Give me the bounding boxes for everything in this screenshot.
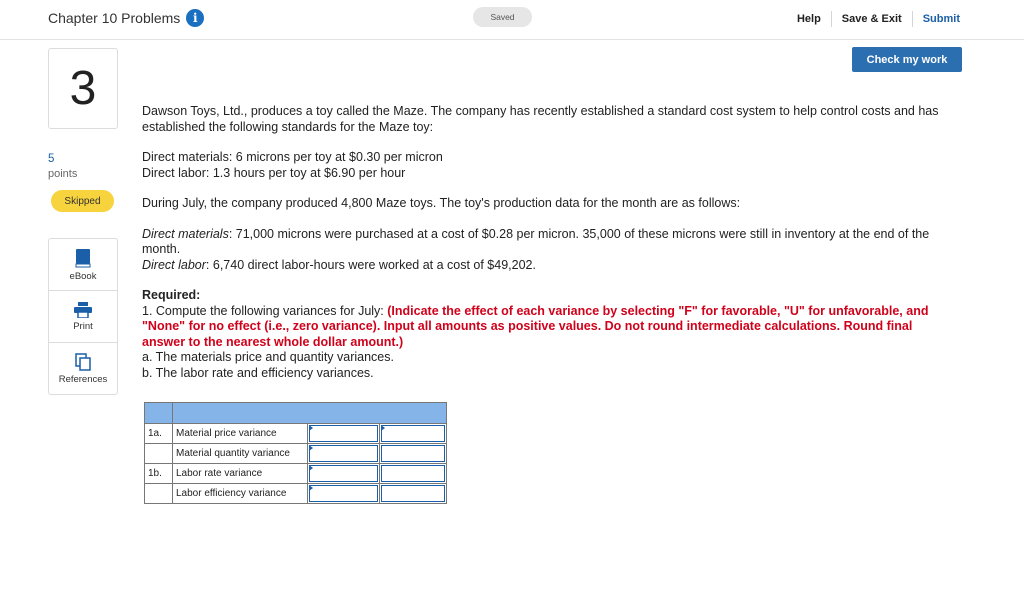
labor-efficiency-amount-input[interactable] (309, 485, 378, 502)
skipped-badge: Skipped (51, 190, 114, 212)
amount-cell (308, 444, 380, 464)
labor-rate-amount-input[interactable] (309, 465, 378, 482)
effect-cell (380, 444, 447, 464)
info-icon[interactable]: i (186, 9, 204, 27)
row-label: Material quantity variance (173, 444, 308, 464)
production-data (142, 227, 952, 274)
input-marker-icon (309, 465, 313, 471)
points-value: 5 (48, 153, 55, 165)
assignment-title (48, 9, 204, 27)
points-label: points (48, 168, 78, 180)
required-instructions: (Indicate the effect of each variance by selecting "F" for favorable, "U" for unfavorable, and "None" for no effect (i.e., zero variance). Input all amounts as positive values. Do not round intermediate calculations. Round final answer to the nearest whole dollar amount.) (142, 303, 929, 349)
input-marker-icon (309, 425, 313, 431)
question-content (142, 104, 952, 381)
production-text: During July, the company produced 4,800 Maze toys. The toy's production data for the month are as follows: (142, 196, 741, 210)
effect-cell (380, 464, 447, 484)
labor-label: Direct labor (142, 257, 206, 272)
points-info (48, 152, 77, 182)
row-part: 1b. (145, 464, 173, 484)
input-marker-icon (309, 445, 313, 451)
required-a: a. The materials price and quantity variances. (142, 350, 394, 364)
header-cell (173, 403, 447, 424)
table-header-row (145, 403, 447, 424)
materials-text: : 71,000 microns were purchased at a cost of $0.28 per micron. 35,000 of these microns were still in inventory at the end of the month. (142, 226, 930, 256)
help-link[interactable]: Help (796, 13, 821, 25)
table-row (145, 424, 447, 444)
book-icon (75, 248, 91, 268)
input-marker-icon (381, 425, 385, 431)
amount-cell (308, 464, 380, 484)
top-header (0, 0, 1024, 40)
labor-text: : 6,740 direct labor-hours were worked at a cost of $49,202. (205, 257, 536, 272)
required-title: Required: (142, 288, 201, 302)
required-block (142, 288, 952, 381)
material-quantity-effect-select[interactable] (381, 445, 445, 462)
effect-cell (380, 424, 447, 444)
problem-intro: Dawson Toys, Ltd., produces a toy called the Maze. The company has recently established a standard cost system to help control costs and has established the following standards for the Maze toy: (142, 104, 939, 134)
materials-label: Direct materials (142, 226, 229, 241)
labor-efficiency-effect-select[interactable] (381, 485, 445, 502)
submit-link[interactable]: Submit (922, 13, 960, 25)
row-part (145, 484, 173, 504)
table-row (145, 444, 447, 464)
ebook-button[interactable] (49, 239, 117, 291)
standard-materials: Direct materials: 6 microns per toy at $0.30 per micron (142, 150, 443, 164)
variance-answer-table (144, 402, 447, 504)
material-price-amount-input[interactable] (309, 425, 378, 442)
material-price-effect-select[interactable] (381, 425, 445, 442)
table-row (145, 484, 447, 504)
question-number: 3 (48, 48, 118, 129)
references-label: References (58, 374, 108, 385)
table-row (145, 464, 447, 484)
print-label: Print (73, 320, 93, 332)
material-quantity-amount-input[interactable] (309, 445, 378, 462)
printer-icon (74, 302, 92, 318)
row-label: Labor rate variance (173, 464, 308, 484)
input-marker-icon (309, 485, 313, 491)
tools-panel (48, 238, 118, 395)
amount-cell (308, 424, 380, 444)
amount-cell (308, 484, 380, 504)
standards-block (142, 150, 952, 181)
required-b: b. The labor rate and efficiency variances. (142, 365, 374, 380)
header-cell (145, 403, 173, 424)
row-part: 1a. (145, 424, 173, 444)
save-exit-link[interactable]: Save & Exit (841, 13, 902, 25)
references-icon (75, 353, 91, 371)
effect-cell (380, 484, 447, 504)
labor-rate-effect-select[interactable] (381, 465, 445, 482)
saved-status-badge: Saved (473, 7, 532, 27)
check-my-work-button[interactable]: Check my work (852, 47, 962, 72)
references-button[interactable] (49, 343, 117, 395)
assignment-title-text: Chapter 10 Problems (48, 10, 181, 26)
row-label: Material price variance (173, 424, 308, 444)
standard-labor: Direct labor: 1.3 hours per toy at $6.90 per hour (142, 165, 406, 180)
required-1-prefix: 1. Compute the following variances for July: (142, 303, 388, 318)
ebook-label: eBook (69, 270, 97, 282)
row-label: Labor efficiency variance (173, 484, 308, 504)
header-nav (787, 11, 960, 27)
row-part (145, 444, 173, 464)
print-button[interactable] (49, 291, 117, 343)
